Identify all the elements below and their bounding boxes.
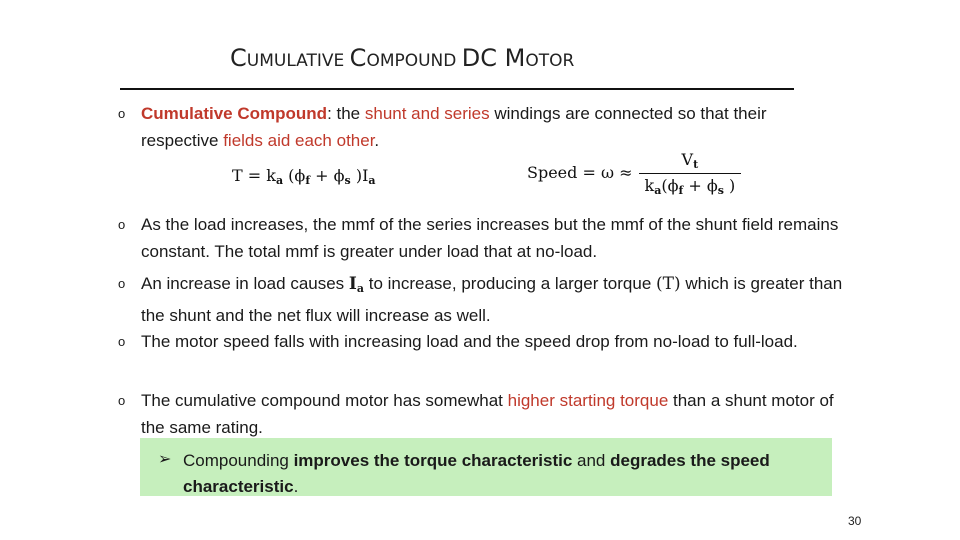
bullet-marker: o — [118, 106, 126, 121]
slide-title: CUMULATIVE COMPOUND DC MOTOR — [230, 44, 575, 72]
bullet-starting-torque: o The cumulative compound motor has somewhat higher starting torque than a shunt motor of the same rating. — [118, 391, 834, 437]
speed-equation: Speed = ω ≈ $\frac{V_t}{k_a(\phi_f + \phi_s )}$ — [527, 150, 741, 197]
compounding-callout: ➢ Compounding improves the torque characteristic and degrades the speed characteristic. — [140, 438, 832, 496]
armature-current-symbol: $I_a$ — [348, 274, 364, 295]
bullet-cumulative-compound: o Cumulative Compound: the shunt and series windings are connected so that their respective fields aid each other. — [118, 100, 848, 154]
arrow-bullet-icon: ➢ — [158, 451, 172, 468]
torque-equation: $T = k_a$ ($\phi_f + \phi_s$ )$I_a$ — [232, 166, 376, 187]
page-number: 30 — [848, 514, 862, 528]
term-cumulative-compound: Cumulative Compound — [141, 104, 328, 123]
bullet-torque-increase: o An increase in load causes $I_a$ to increase, producing a larger torque (T) which is greater than the shunt and the net flux will increase as well. — [118, 274, 843, 325]
shunt-series-text: shunt and series — [364, 104, 490, 123]
bullet-load-mmf: o As the load increases, the mmf of the series increases but the mmf of the shunt field remains constant. The total mmf is greater under load that at no-load. — [118, 215, 839, 261]
title-underline — [120, 88, 794, 90]
bullet-speed-drop: o The motor speed falls with increasing load and the speed drop from no-load to full-load. — [118, 332, 798, 351]
higher-starting-torque-text: higher starting torque — [507, 391, 669, 410]
torque-symbol: (T) — [656, 274, 681, 294]
fields-aid-text: fields aid each other — [223, 131, 375, 150]
speed-fraction: $\frac{V_t}{k_a(\phi_f + \phi_s )}$ — [639, 150, 742, 197]
